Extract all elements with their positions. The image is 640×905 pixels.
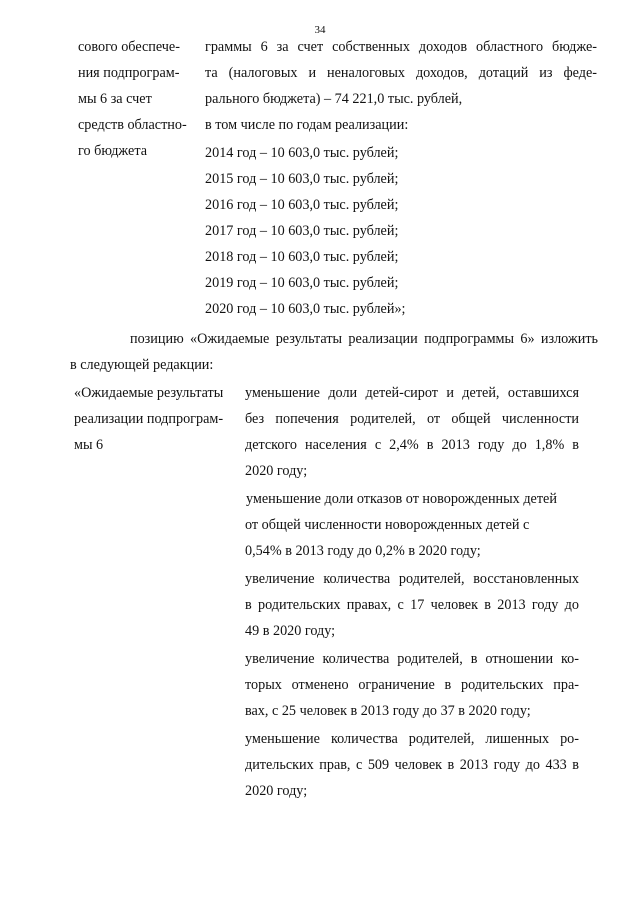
funding-year-line: 2019 год – 10 603,0 тыс. рублей; xyxy=(205,275,399,291)
results-right-line: дительских прав, с 509 человек в 2013 году до 433 в xyxy=(245,757,579,773)
funding-left-line: го бюджета xyxy=(78,143,148,159)
results-right-line: без попечения родителей, от общей численности xyxy=(245,411,579,427)
results-right-line: уменьшение доли детей-сирот и детей, оставшихся xyxy=(245,385,579,401)
funding-right-line: в том числе по годам реализации: xyxy=(205,117,409,133)
results-right-line: 49 в 2020 году; xyxy=(245,623,336,639)
funding-year-line: 2020 год – 10 603,0 тыс. рублей»; xyxy=(205,301,406,317)
results-right-line: 2020 году; xyxy=(245,463,308,479)
funding-year-line: 2015 год – 10 603,0 тыс. рублей; xyxy=(205,171,399,187)
results-left-line: мы 6 xyxy=(74,437,104,453)
funding-year-line: 2018 год – 10 603,0 тыс. рублей; xyxy=(205,249,399,265)
results-right-line: уменьшение доли отказов от новорожденных детей xyxy=(246,491,557,507)
results-right-line: 0,54% в 2013 году до 0,2% в 2020 году; xyxy=(245,543,481,559)
funding-right-line: рального бюджета) – 74 221,0 тыс. рублей, xyxy=(205,91,463,107)
funding-left-line: мы 6 за счет xyxy=(78,91,152,107)
funding-right-line: граммы 6 за счет собственных доходов областного бюдже- xyxy=(205,39,597,55)
results-right-line: 2020 году; xyxy=(245,783,308,799)
results-left-line: реализации подпрограм- xyxy=(74,411,224,427)
instruction-line: в следующей редакции: xyxy=(70,357,214,373)
funding-left-line: средств областно- xyxy=(78,117,187,133)
results-right-line: в родительских правах, с 17 человек в 2013 году до xyxy=(245,597,579,613)
funding-left-line: сового обеспече- xyxy=(78,39,180,55)
results-right-line: детского населения с 2,4% в 2013 году до 1,8% в xyxy=(245,437,579,453)
funding-year-line: 2016 год – 10 603,0 тыс. рублей; xyxy=(205,197,399,213)
instruction-line: позицию «Ожидаемые результаты реализации подпрограммы 6» изложить xyxy=(130,331,598,347)
results-left-line: «Ожидаемые результаты xyxy=(74,385,224,401)
funding-left-line: ния подпрограм- xyxy=(78,65,180,81)
results-right-line: увеличение количества родителей, в отношении ко- xyxy=(245,651,579,667)
funding-right-line: та (налоговых и неналоговых доходов, дотаций из феде- xyxy=(205,65,597,81)
results-right-line: вах, с 25 человек в 2013 году до 37 в 2020 году; xyxy=(245,703,531,719)
results-right-line: уменьшение количества родителей, лишенных ро- xyxy=(245,731,579,747)
results-right-line: от общей численности новорожденных детей с xyxy=(245,517,530,533)
funding-year-line: 2014 год – 10 603,0 тыс. рублей; xyxy=(205,145,399,161)
results-right-line: торых отменено ограничение в родительских пра- xyxy=(245,677,579,693)
funding-year-line: 2017 год – 10 603,0 тыс. рублей; xyxy=(205,223,399,239)
page-number: 34 xyxy=(314,24,326,36)
results-right-line: увеличение количества родителей, восстановленных xyxy=(245,571,579,587)
